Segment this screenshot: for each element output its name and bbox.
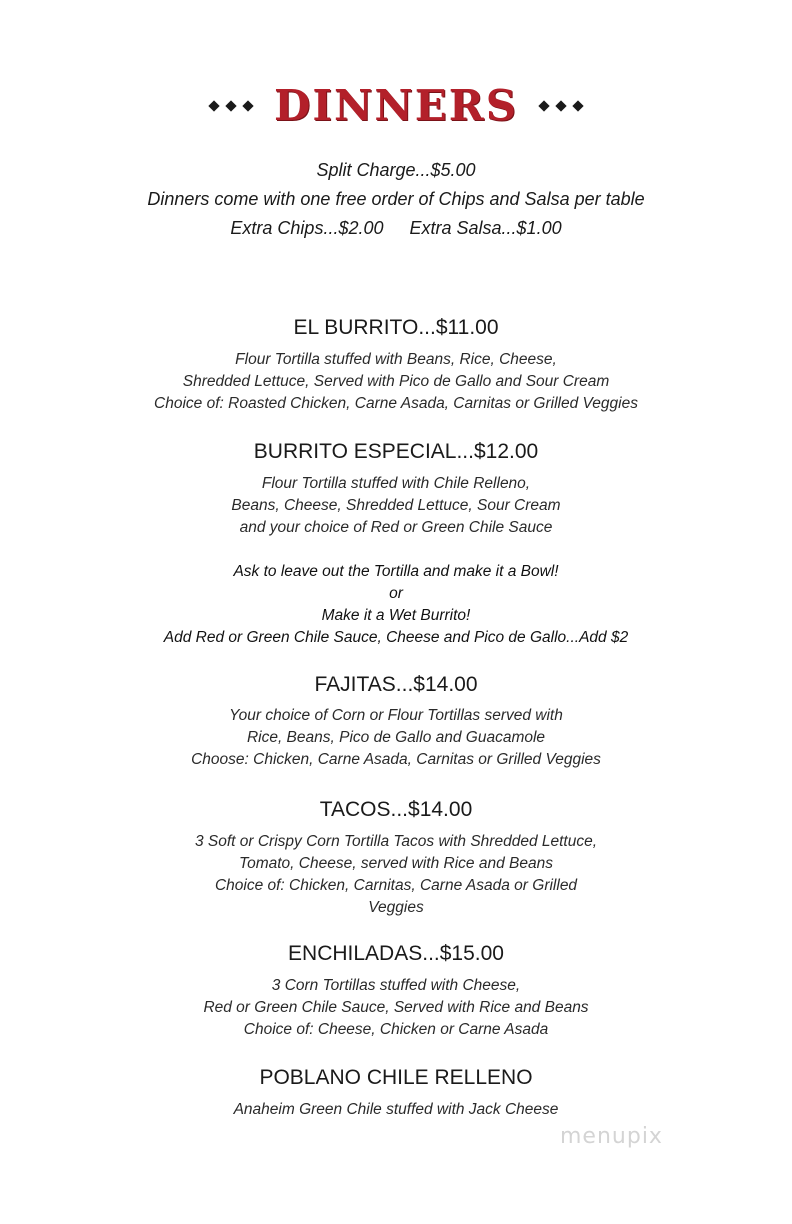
item-title-poblano-chile-relleno: POBLANO CHILE RELLENO	[259, 1066, 533, 1089]
description-line: Shredded Lettuce, Served with Pico de Gallo and Sour Cream	[182, 373, 610, 390]
wet-burrito-note: Make it a Wet Burrito!	[321, 607, 471, 624]
item-description-el-burrito	[0, 349, 792, 415]
menu-title: DINNERS	[273, 81, 519, 130]
item-title-el-burrito: EL BURRITO...$11.00	[293, 316, 499, 339]
menu-intro	[0, 156, 792, 243]
description-line: Red or Green Chile Sauce, Served with Rice and Beans	[203, 999, 589, 1016]
description-line: Anaheim Green Chile stuffed with Jack Cheese	[233, 1101, 559, 1118]
description-line: 3 Soft or Crispy Corn Tortilla Tacos with Shredded Lettuce,	[194, 833, 598, 850]
item-description-poblano-chile-relleno	[0, 1099, 792, 1121]
description-line: Tomato, Cheese, served with Rice and Beans	[239, 855, 553, 872]
extra-salsa: Extra Salsa...$1.00	[409, 218, 562, 238]
item-description-fajitas	[0, 705, 792, 771]
menu-header	[0, 82, 792, 130]
description-line: Veggies	[368, 899, 424, 916]
chips-note: Dinners come with one free order of Chips and Salsa per table	[147, 189, 645, 209]
description-line: Choice of: Chicken, Carnitas, Carne Asada or Grilled	[214, 877, 578, 894]
item-description-tacos	[0, 831, 792, 919]
description-line: Beans, Cheese, Shredded Lettuce, Sour Cream	[231, 497, 561, 514]
menupix-watermark: menupix	[560, 1124, 663, 1149]
item-title-fajitas: FAJITAS...$14.00	[314, 673, 478, 696]
left-diamond-ornament	[210, 102, 252, 110]
wet-burrito-addon: Add Red or Green Chile Sauce, Cheese and Pico de Gallo...Add $2	[163, 629, 629, 646]
description-line: Choice of: Roasted Chicken, Carne Asada, Carnitas or Grilled Veggies	[154, 395, 638, 412]
description-line: and your choice of Red or Green Chile Sauce	[239, 519, 553, 536]
diamond-icon	[225, 100, 236, 111]
description-line: Your choice of Corn or Flour Tortillas served with	[229, 707, 563, 724]
extra-chips: Extra Chips...$2.00	[230, 218, 384, 238]
description-line: Choice of: Cheese, Chicken or Carne Asada	[243, 1021, 549, 1038]
item-description-burrito-especial	[0, 473, 792, 539]
item-description-enchiladas	[0, 975, 792, 1041]
diamond-icon	[242, 100, 253, 111]
description-line: Choose: Chicken, Carne Asada, Carnitas or Grilled Veggies	[191, 751, 601, 768]
description-line: Flour Tortilla stuffed with Chile Relleno,	[261, 475, 531, 492]
or-note: or	[389, 585, 403, 602]
split-charge: Split Charge...$5.00	[316, 160, 476, 180]
item-title-tacos: TACOS...$14.00	[319, 798, 473, 821]
description-line: Flour Tortilla stuffed with Beans, Rice, Cheese,	[235, 351, 557, 368]
diamond-icon	[208, 100, 219, 111]
diamond-icon	[572, 100, 583, 111]
description-line: 3 Corn Tortillas stuffed with Cheese,	[271, 977, 521, 994]
diamond-icon	[555, 100, 566, 111]
bowl-note: Ask to leave out the Tortilla and make it a Bowl!	[233, 563, 559, 580]
item-title-burrito-especial: BURRITO ESPECIAL...$12.00	[253, 440, 539, 463]
item-notes-burrito-especial	[0, 561, 792, 649]
description-line: Rice, Beans, Pico de Gallo and Guacamole	[246, 729, 546, 746]
right-diamond-ornament	[540, 102, 582, 110]
item-title-enchiladas: ENCHILADAS...$15.00	[288, 942, 504, 965]
extras-line	[0, 214, 792, 243]
diamond-icon	[538, 100, 549, 111]
